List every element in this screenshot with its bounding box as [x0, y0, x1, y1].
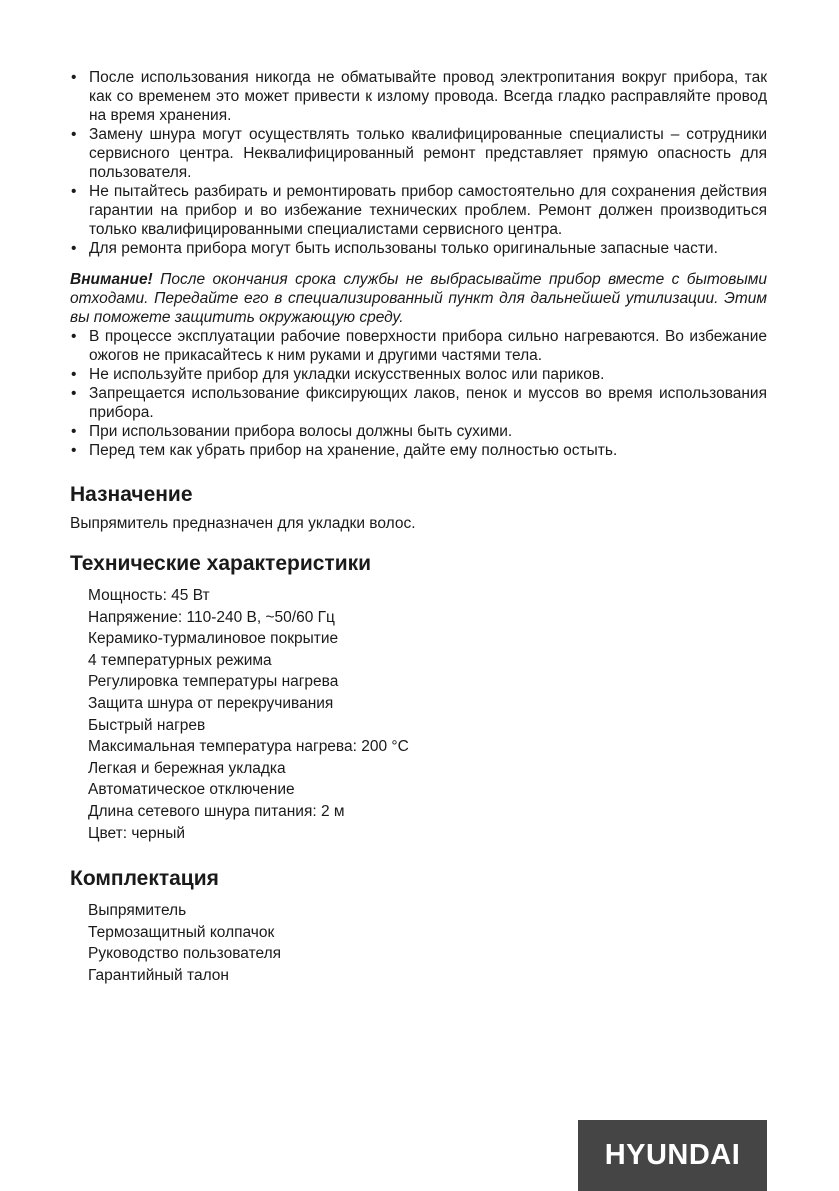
- spec-item: Цвет: черный: [88, 824, 186, 842]
- spec-item: Длина сетевого шнура питания: 2 м: [88, 802, 345, 820]
- kit-item: Руководство пользователя: [88, 945, 282, 963]
- warning-label: Внимание!: [70, 271, 153, 288]
- kit-item: Гарантийный талон: [88, 966, 229, 984]
- bullet-item: • Перед тем как убрать прибор на хранение, дайте ему полностью остыть.: [70, 441, 767, 460]
- page-content: [70, 68, 767, 987]
- disposal-warning: [70, 270, 767, 327]
- spec-item: Легкая и бережная укладка: [88, 759, 286, 777]
- specs-heading: Технические характеристики: [70, 552, 372, 575]
- spec-item: 4 температурных режима: [88, 651, 272, 669]
- spec-item: Керамико-турмалиновое покрытие: [88, 630, 339, 648]
- bullet-item: • Замену шнура могут осуществлять только квалифицированные специалисты – сотрудники сервисного центра. Неквалифицированный ремонт представляет прямую опасность для пользователя.: [70, 125, 767, 182]
- brand-logo: [578, 1120, 767, 1191]
- bullet-item: • Для ремонта прибора могут быть использованы только оригинальные запасные части.: [70, 239, 767, 258]
- spec-item: Автоматическое отключение: [88, 781, 295, 799]
- purpose-text: Выпрямитель предназначен для укладки волос.: [70, 515, 416, 532]
- safety-bullets-top: [70, 68, 767, 258]
- bullet-item: • Не используйте прибор для укладки искусственных волос или париков.: [70, 365, 767, 384]
- spec-item: Быстрый нагрев: [88, 716, 206, 734]
- bullet-item: • Не пытайтесь разбирать и ремонтировать прибор самостоятельно для сохранения действия гарантии на прибор и во избежание технических проблем. Ремонт должен производиться только квалифицированными специалистами сервисного центра.: [70, 182, 767, 239]
- spec-item: Максимальная температура нагрева: 200 °С: [88, 738, 409, 756]
- bullet-item: • При использовании прибора волосы должны быть сухими.: [70, 422, 767, 441]
- bullet-item: • Запрещается использование фиксирующих лаков, пенок и муссов во время использования прибора.: [70, 384, 767, 422]
- specs-list: [88, 585, 767, 844]
- kit-item: Выпрямитель: [88, 902, 187, 920]
- spec-item: Мощность: 45 Вт: [88, 587, 210, 604]
- bullet-item: • После использования никогда не обматывайте провод электропитания вокруг прибора, так как со временем это может привести к излому провода. Всегда гладко расправляйте провод на время хранения.: [70, 68, 767, 125]
- purpose-heading: Назначение: [70, 483, 193, 506]
- kit-heading: Комплектация: [70, 867, 219, 891]
- kit-list: [88, 900, 767, 986]
- spec-item: Напряжение: 110-240 В, ~50/60 Гц: [88, 608, 335, 626]
- brand-name: HYUNDAI: [604, 1139, 741, 1171]
- warning-text: После окончания срока службы не выбрасывайте прибор вместе с бытовыми отходами. Передайте его в специализированный пункт для дальнейшей утилизации. Этим вы поможете защитить окружающую среду.: [70, 271, 767, 326]
- spec-item: Защита шнура от перекручивания: [88, 694, 334, 712]
- bullet-item: • В процессе эксплуатации рабочие поверхности прибора сильно нагреваются. Во избежание ожогов не прикасайтесь к ним руками и другими частями тела.: [70, 327, 767, 365]
- safety-bullets-bottom: [70, 327, 767, 460]
- kit-item: Термозащитный колпачок: [88, 923, 275, 941]
- spec-item: Регулировка температуры нагрева: [88, 673, 339, 691]
